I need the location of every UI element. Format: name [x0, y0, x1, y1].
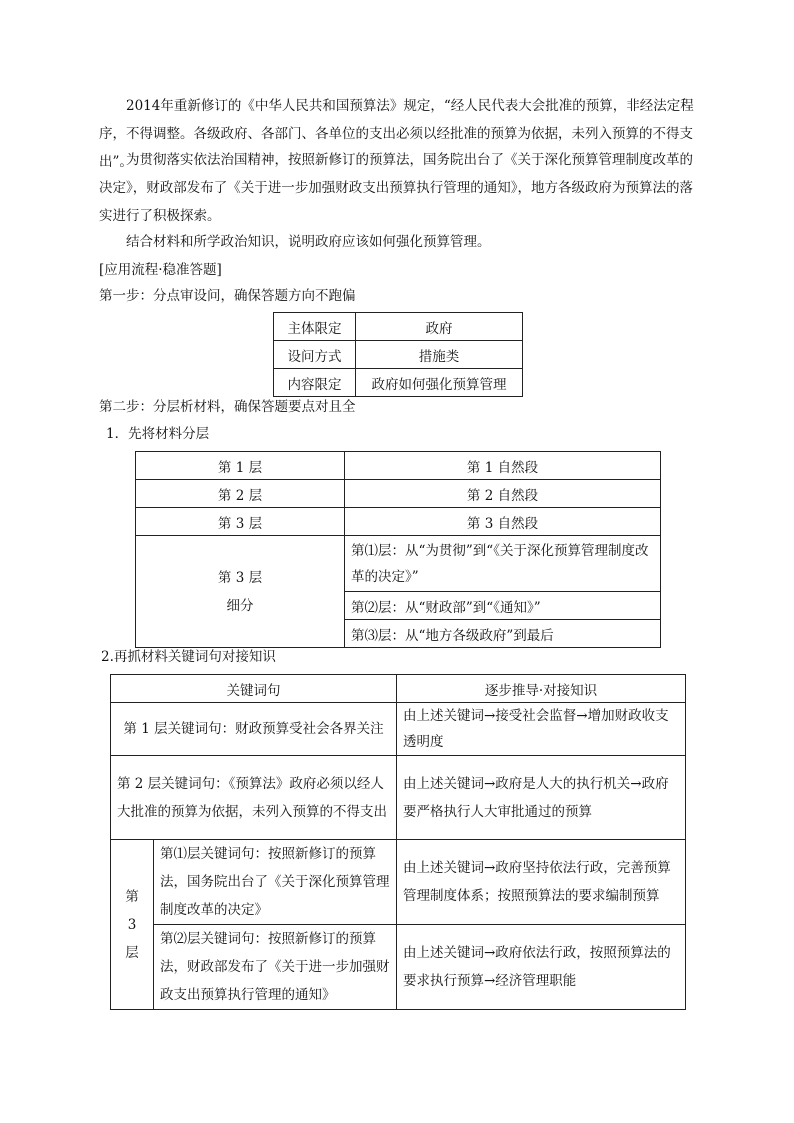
layer-3-label-char: 3 — [127, 916, 137, 933]
table-cell: 由上述关键词→政府坚持依法行政，完善预算管理制度体系；按照预算法的要求编制预算 — [397, 840, 686, 925]
column-header: 逐步推导·对接知识 — [397, 675, 686, 703]
paragraph-3: 结合材料和所学政治知识，说明政府应该如何强化预算管理。 — [126, 234, 491, 250]
table-cell: 措施类 — [356, 341, 523, 369]
merged-cell — [136, 536, 345, 648]
table-header-row — [111, 675, 686, 703]
table-cell: 内容限定 — [274, 369, 356, 397]
table-cell: 由上述关键词→接受社会监督→增加财政收支透明度 — [397, 703, 686, 756]
table-row — [136, 480, 661, 508]
table-row — [136, 536, 661, 592]
paragraph-2: 为贯彻落实依法治国精神，按照新修订的预算法，国务院出台了《关于深化预算管理制度改革的决定》，财政部发布了《关于进一步加强财政支出预算执行管理的通知》，地方各级政府为预算法的落实进行了积极探索。 — [99, 152, 693, 224]
table-cell: 政府 — [356, 313, 523, 341]
table-cell: 主体限定 — [274, 313, 356, 341]
table-cell: 第⑵层关键词句：按照新修订的预算法，财政部发布了《关于进一步加强财政支出预算执行管理的通知》 — [154, 925, 397, 1010]
table-row — [136, 452, 661, 480]
question-analysis-table — [273, 312, 523, 397]
table-cell: 第 1 层关键词句：财政预算受社会各界关注 — [111, 703, 397, 756]
table-cell: 第⑵层：从“财政部”到“《通知》” — [345, 592, 661, 620]
table-cell: 第 1 自然段 — [345, 452, 661, 480]
section-label: [应用流程·稳准答题] — [99, 262, 222, 278]
table-cell: 第 2 自然段 — [345, 480, 661, 508]
table-row — [136, 508, 661, 536]
table-cell: 第 2 层 — [136, 480, 345, 508]
table-row — [274, 341, 523, 369]
table-row — [274, 369, 523, 397]
keyword-knowledge-table — [110, 674, 686, 1010]
table-cell: 第⑴层：从“为贯彻”到“《关于深化预算管理制度改革的决定》” — [345, 536, 661, 592]
table-cell: 设问方式 — [274, 341, 356, 369]
merged-cell-line-1: 第 3 层 — [217, 569, 263, 586]
table-cell: 由上述关键词→政府依法行政，按照预算法的要求执行预算→经济管理职能 — [397, 925, 686, 1010]
table-row — [111, 925, 686, 1010]
merged-cell-line-2: 细分 — [226, 597, 254, 614]
step2-heading: 第二步：分层析材料，确保答题要点对且全 — [99, 399, 356, 415]
table-cell: 第 1 层 — [136, 452, 345, 480]
table-row — [274, 313, 523, 341]
table-row — [111, 840, 686, 925]
step1-heading: 第一步：分点审设问，确保答题方向不跑偏 — [99, 288, 356, 304]
table-cell: 第 3 层 — [136, 508, 345, 536]
table-cell: 第⑴层关键词句：按照新修订的预算法，国务院出台了《关于深化预算管理制度改革的决定》 — [154, 840, 397, 925]
material-layers-table — [135, 451, 661, 648]
layer-3-label-char: 层 — [125, 944, 139, 961]
table-cell: 由上述关键词→政府是人大的执行机关→政府要严格执行人大审批通过的预算 — [397, 756, 686, 840]
layer-3-label — [111, 840, 154, 1010]
table-cell: 第 2 层关键词句：《预算法》政府必须以经人大批准的预算为依据，未列入预算的不得支出 — [111, 756, 397, 840]
sub-heading-1: 1．先将材料分层 — [106, 426, 210, 442]
table-cell: 第⑶层：从“地方各级政府”到最后 — [345, 620, 661, 648]
paragraph-1: 2014年重新修订的《中华人民共和国预算法》规定，“经人民代表大会批准的预算，非经法定程序，不得调整。各级政府、各部门、各单位的支出必须以经批准的预算为依据，未列入预算的不得支出”。 — [99, 98, 694, 170]
table-cell: 第 3 自然段 — [345, 508, 661, 536]
column-header: 关键词句 — [111, 675, 397, 703]
layer-3-label-char: 第 — [125, 888, 139, 905]
table-row — [111, 756, 686, 840]
sub-heading-2: 2.再抓材料关键词句对接知识 — [101, 649, 276, 665]
table-cell: 政府如何强化预算管理 — [356, 369, 523, 397]
table-row — [111, 703, 686, 756]
